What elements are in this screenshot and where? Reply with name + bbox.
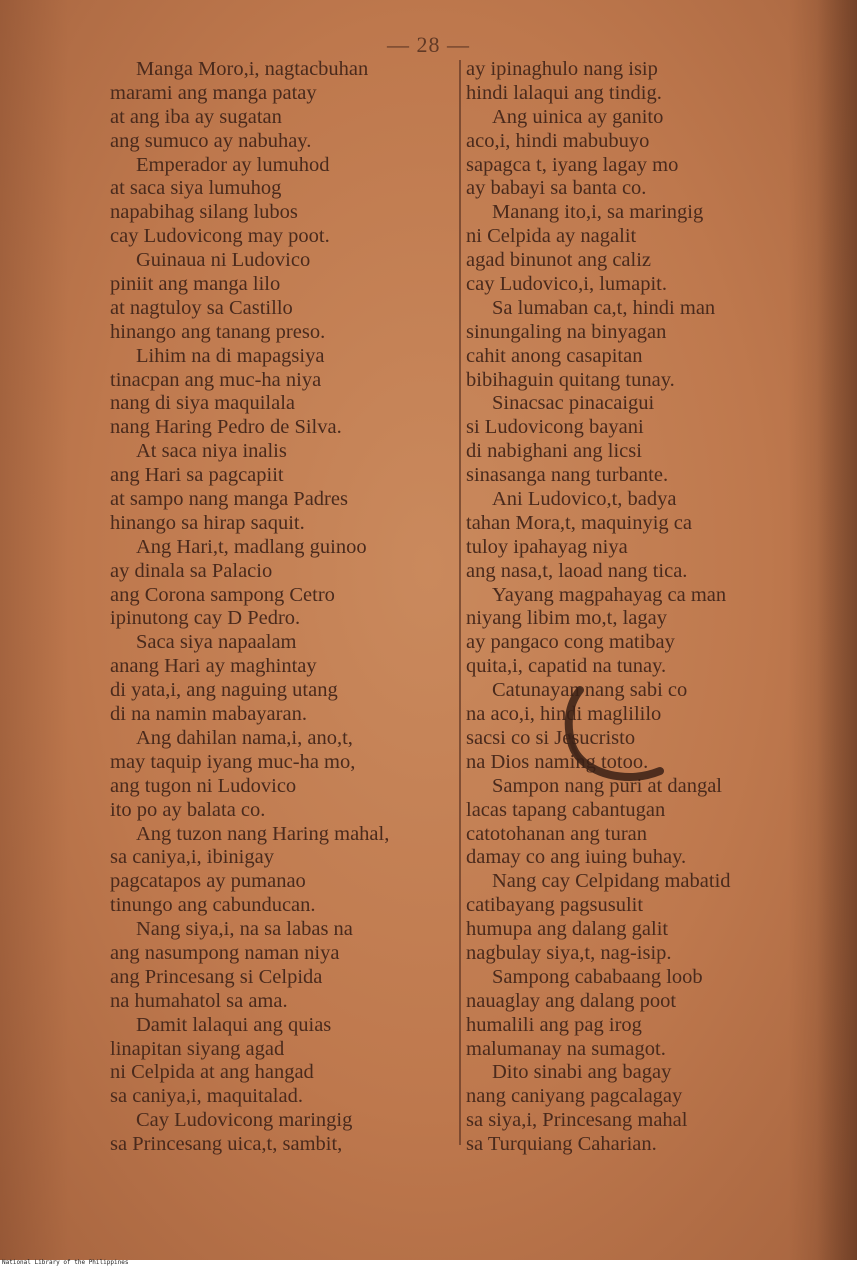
verse-line: anang Hari ay maghintay	[110, 655, 317, 678]
left-verse-column	[110, 58, 455, 1157]
verse-line: at nagtuloy sa Castillo	[110, 296, 293, 319]
verse-line: at sampo nang manga Padres	[110, 488, 348, 511]
verse-line: ang Hari sa pagcapiit	[110, 464, 284, 487]
verse-line: hinango sa hirap saquit.	[110, 511, 305, 534]
verse-line: nang Haring Pedro de Silva.	[110, 416, 342, 439]
verse-line: Emperador ay lumuhod	[136, 153, 330, 176]
verse-line: ni Celpida at ang hangad	[110, 1061, 314, 1084]
verse-line: ay dinala sa Palacio	[110, 559, 273, 582]
verse-line: sa Princesang uica,t, sambit,	[110, 1133, 343, 1156]
verse-line: nang di siya maquilala	[110, 392, 296, 415]
verse-line: sa caniya,i, ibinigay	[110, 846, 274, 869]
verse-line: Yayang magpahayag ca man	[492, 583, 727, 606]
verse-line: ang tugon ni Ludovico	[110, 774, 297, 797]
verse-line: Ang uinica ay ganito	[492, 105, 664, 128]
ink-stain-mark	[560, 685, 670, 795]
verse-line: Sampon nang puri at dangal	[492, 774, 723, 797]
verse-line: tahan Mora,t, maquinyig ca	[466, 511, 693, 534]
verse-line: ang sumuco ay nabuhay.	[110, 129, 312, 152]
verse-line: Sinacsac pinacaigui	[492, 392, 655, 415]
verse-line: sa caniya,i, maquitalad.	[110, 1085, 303, 1108]
verse-line: cahit anong casapitan	[466, 344, 643, 367]
verse-line: Ang Hari,t, madlang guinoo	[136, 535, 367, 558]
verse-line: At saca niya inalis	[136, 440, 287, 463]
verse-line: hindi lalaqui ang tindig.	[466, 81, 662, 104]
verse-line: di yata,i, ang naguing utang	[110, 679, 338, 702]
verse-line: ang Corona sampong Cetro	[110, 583, 335, 606]
library-credit: National Library of the Philippines	[2, 1259, 129, 1266]
verse-line: Nang siya,i, na sa labas na	[136, 918, 353, 941]
verse-line: pagcatapos ay pumanao	[110, 870, 306, 893]
verse-line: bibihaguin quitang tunay.	[466, 368, 675, 391]
verse-line: hinango ang tanang preso.	[110, 320, 326, 343]
page-number: — 28 —	[387, 32, 470, 57]
verse-line: linapitan siyang agad	[110, 1037, 285, 1060]
verse-line: damay co ang iuing buhay.	[466, 846, 687, 869]
verse-line: tuloy ipahayag niya	[466, 535, 628, 558]
verse-line: napabihag silang lubos	[110, 201, 298, 224]
verse-line: tinacpan ang muc-ha niya	[110, 368, 322, 391]
verse-line: nang caniyang pagcalagay	[466, 1085, 683, 1108]
verse-line: niyang libim mo,t, lagay	[466, 607, 667, 630]
verse-line: ay babayi sa banta co.	[466, 177, 647, 200]
verse-line: na aco,i, hindi maglililo	[466, 703, 662, 726]
verse-line: sacsi co si Jesucristo	[466, 726, 636, 749]
verse-line: marami ang manga patay	[110, 81, 317, 104]
verse-line: Ani Ludovico,t, badya	[492, 488, 677, 511]
verse-line: quita,i, capatid na tunay.	[466, 655, 667, 678]
verse-line: Lihim na di mapagsiya	[136, 344, 325, 367]
verse-line: cay Ludovico,i, lumapit.	[466, 273, 667, 296]
verse-line: cay Ludovicong may poot.	[110, 225, 330, 248]
right-verse-column	[466, 58, 816, 1157]
verse-line: at saca siya lumuhog	[110, 177, 282, 200]
verse-line: aco,i, hindi mabubuyo	[466, 129, 650, 152]
verse-line: sa siya,i, Princesang mahal	[466, 1109, 688, 1132]
verse-line: sinasanga nang turbante.	[466, 464, 669, 487]
verse-line: di nabighani ang licsi	[466, 440, 642, 463]
verse-line: ni Celpida ay nagalit	[466, 225, 637, 248]
column-divider	[459, 60, 461, 1145]
verse-line: Sampong cababaang loob	[492, 965, 703, 988]
verse-line: na Dios naming totoo.	[466, 750, 649, 773]
verse-line: Manang ito,i, sa maringig	[492, 201, 704, 224]
verse-line: malumanay na sumagot.	[466, 1037, 666, 1060]
verse-line: agad binunot ang caliz	[466, 249, 652, 272]
verse-line: piniit ang manga lilo	[110, 273, 281, 296]
verse-line: ang nasumpong naman niya	[110, 941, 340, 964]
verse-line: Guinaua ni Ludovico	[136, 249, 311, 272]
verse-line: Ang tuzon nang Haring mahal,	[136, 822, 390, 845]
verse-line: sa Turquiang Caharian.	[466, 1133, 657, 1156]
verse-line: ipinutong cay D Pedro.	[110, 607, 301, 630]
verse-line: Cay Ludovicong maringig	[136, 1109, 353, 1132]
verse-line: nagbulay siya,t, nag-isip.	[466, 941, 672, 964]
verse-line: nauaglay ang dalang poot	[466, 989, 677, 1012]
verse-line: Manga Moro,i, nagtacbuhan	[136, 58, 369, 80]
verse-line: Saca siya napaalam	[136, 631, 297, 654]
verse-line: di na namin mabayaran.	[110, 703, 307, 726]
verse-line: ito po ay balata co.	[110, 798, 266, 821]
verse-line: Nang cay Celpidang mabatid	[492, 870, 731, 893]
verse-line: tinungo ang cabunducan.	[110, 894, 316, 917]
verse-line: ang Princesang si Celpida	[110, 965, 323, 988]
verse-line: na humahatol sa ama.	[110, 989, 288, 1012]
verse-line: Damit lalaqui ang quias	[136, 1013, 332, 1036]
verse-line: at ang iba ay sugatan	[110, 105, 282, 128]
page-edge-shadow	[817, 0, 857, 1260]
verse-line: Sa lumaban ca,t, hindi man	[492, 296, 716, 319]
verse-line: Catunayan nang sabi co	[492, 679, 688, 702]
footer-bar	[0, 1260, 857, 1268]
verse-line: catibayang pagsusulit	[466, 894, 644, 917]
verse-line: ay ipinaghulo nang isip	[466, 58, 658, 80]
verse-line: lacas tapang cabantugan	[466, 798, 666, 821]
verse-line: Dito sinabi ang bagay	[492, 1061, 672, 1084]
verse-line: ang nasa,t, laoad nang tica.	[466, 559, 688, 582]
verse-line: Ang dahilan nama,i, ano,t,	[136, 726, 353, 749]
verse-line: humalili ang pag irog	[466, 1013, 642, 1036]
verse-line: humupa ang dalang galit	[466, 918, 669, 941]
verse-line: sapagca t, iyang lagay mo	[466, 153, 679, 176]
verse-line: catotohanan ang turan	[466, 822, 648, 845]
verse-line: si Ludovicong bayani	[466, 416, 644, 439]
verse-line: sinungaling na binyagan	[466, 320, 667, 343]
verse-line: may taquip iyang muc-ha mo,	[110, 750, 356, 773]
verse-line: ay pangaco cong matibay	[466, 631, 675, 654]
